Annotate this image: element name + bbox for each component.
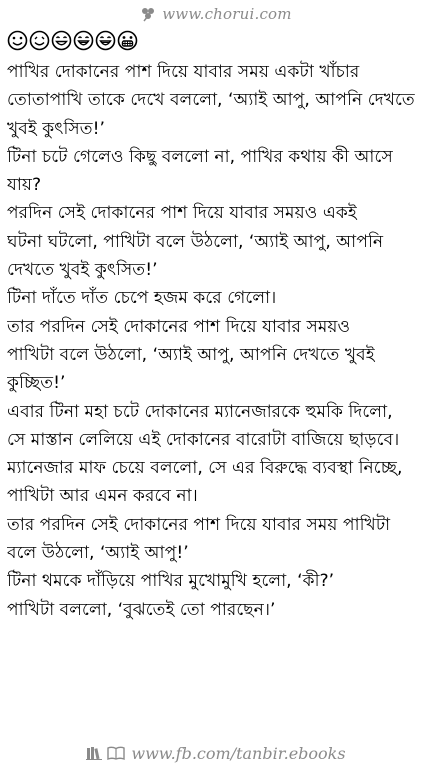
story-line: পাখিটা বললো, ‘বুঝতেই তো পারছেন।’ — [7, 599, 276, 620]
site-footer — [0, 741, 432, 765]
open-book-icon — [107, 746, 125, 760]
laugh-icon — [95, 30, 116, 51]
story-line: টিনা চটে গেলেও কিছু বললো না, পাখির কথায় কী আসে — [7, 146, 393, 167]
grin-teeth-icon — [117, 30, 138, 51]
story-line: পরদিন সেই দোকানের পাশ দিয়ে যাবার সময়ও একই — [7, 203, 357, 224]
footer-icons — [86, 746, 125, 760]
story-line: টিনা দাঁতে দাঁত চেপে হজম করে গেলো। — [7, 288, 277, 309]
site-header — [0, 2, 432, 26]
story-text — [7, 58, 427, 624]
site-url[interactable]: www.chorui.com — [162, 5, 292, 23]
story-line: তার পরদিন সেই দোকানের পাশ দিয়ে যাবার সময় পাখিটা — [7, 514, 391, 535]
story-line: বলে উঠলো, ‘অ্যাই আপু!’ — [7, 543, 189, 564]
story-line: এবার টিনা মহা চটে দোকানের ম্যানেজারকে হুমকি দিলো, — [7, 401, 393, 422]
story-line: দেখতে খুবই কুৎসিত!’ — [7, 260, 158, 281]
books-icon — [86, 746, 104, 760]
flower-icon — [140, 6, 156, 22]
story-line: কুচ্ছিত!’ — [7, 373, 66, 394]
grin-icon — [51, 30, 72, 51]
smiley-icon — [7, 30, 28, 51]
story-line: তোতাপাখি তাকে দেখে বললো, ‘অ্যাই আপু, আপনি দেখতে — [7, 90, 415, 111]
story-line: যায়? — [7, 175, 42, 196]
laugh-icon — [73, 30, 94, 51]
footer-url[interactable]: www.fb.com/tanbir.ebooks — [131, 743, 346, 763]
story-line: পাখিটা বলে উঠলো, ‘অ্যাই আপু, আপনি দেখতে খুবই — [7, 344, 375, 365]
story-line: সে মাস্তান লেলিয়ে এই দোকানের বারোটা বাজিয়ে ছাড়বে। — [7, 429, 400, 450]
smiley-icon — [29, 30, 50, 51]
story-line: খুবই কুৎসিত!’ — [7, 118, 105, 139]
story-line: তার পরদিন সেই দোকানের পাশ দিয়ে যাবার সময়ও — [7, 316, 351, 337]
story-line: টিনা থমকে দাঁড়িয়ে পাখির মুখোমুখি হলো, ‘কী?’ — [7, 571, 335, 592]
emoji-row — [7, 30, 138, 54]
story-line: ম্যানেজার মাফ চেয়ে বললো, সে এর বিরুদ্ধে ব্যবস্থা নিচ্ছে, — [7, 458, 403, 479]
story-line: পাখিটা আর এমন করবে না। — [7, 486, 198, 507]
story-line: ঘটনা ঘটলো, পাখিটা বলে উঠলো, ‘অ্যাই আপু, আপনি — [7, 231, 384, 252]
story-line: পাখির দোকানের পাশ দিয়ে যাবার সময় একটা খাঁচার — [7, 62, 360, 82]
